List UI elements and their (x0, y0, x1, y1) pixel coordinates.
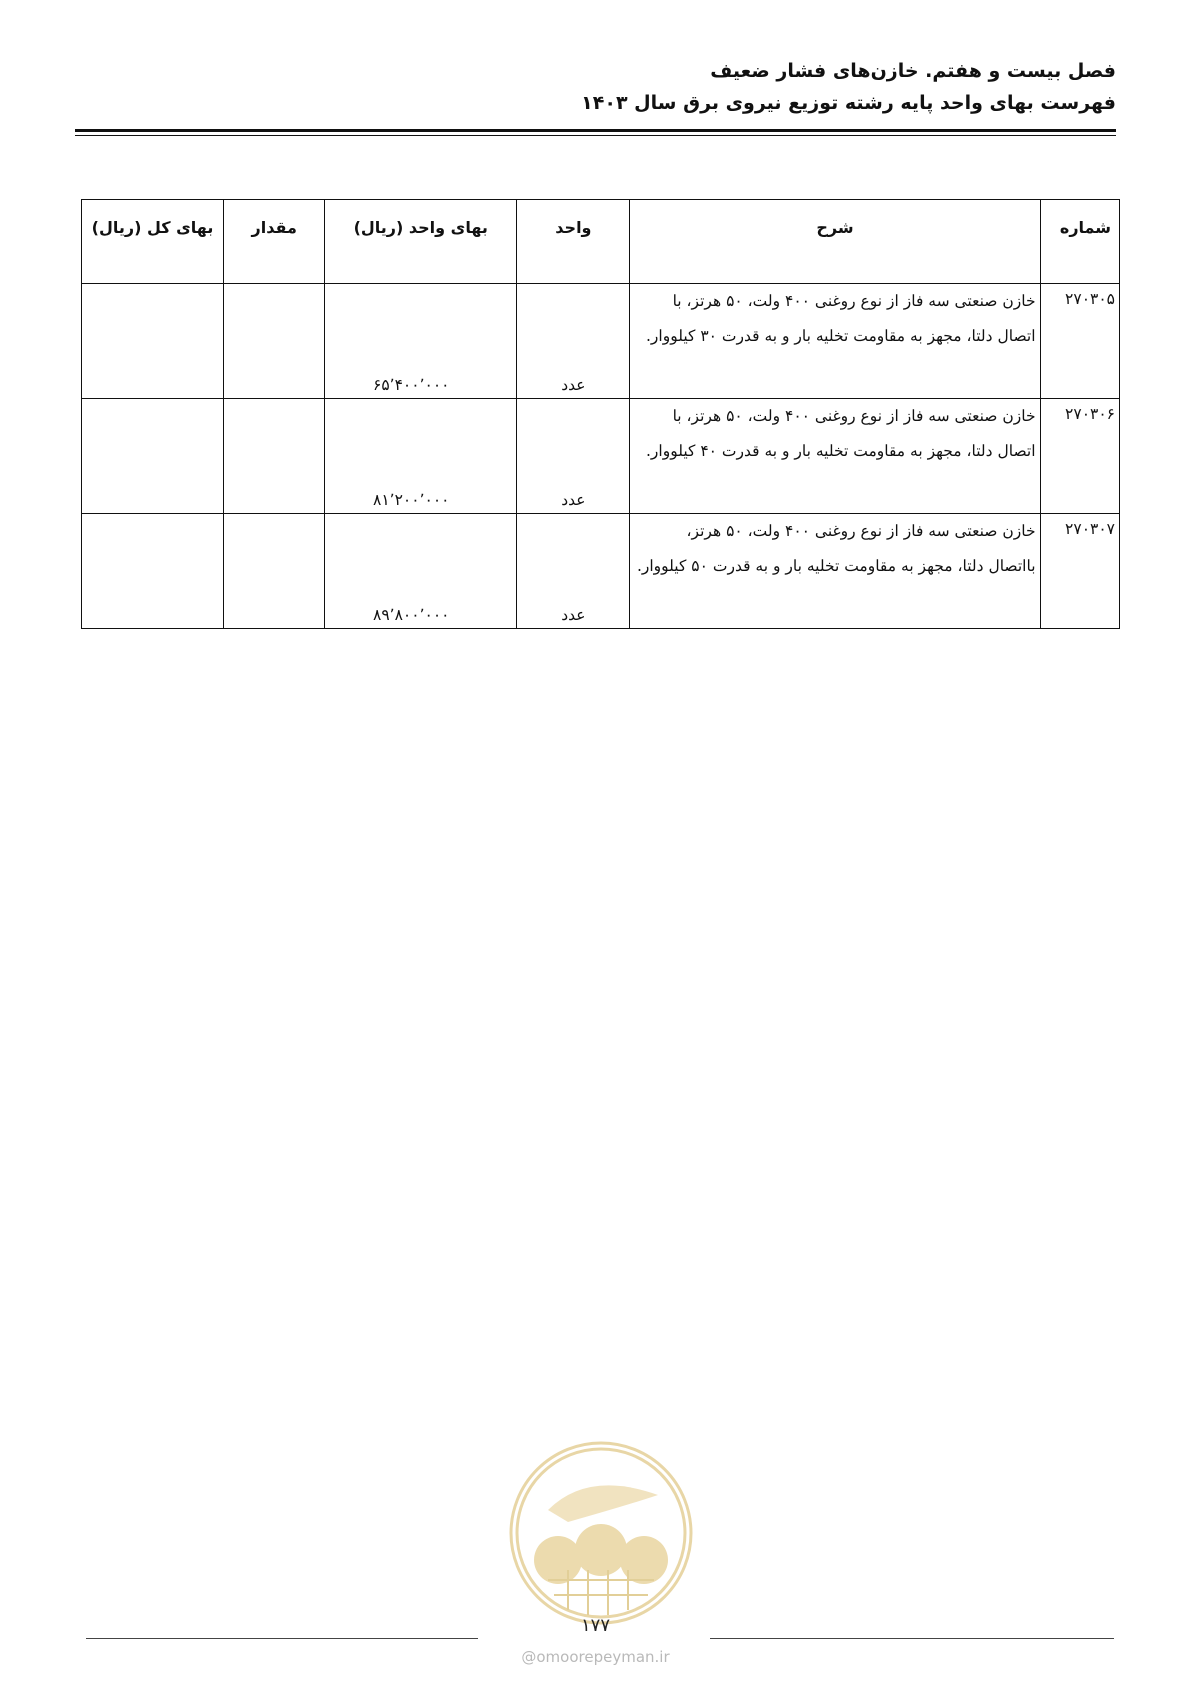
col-header-description: شرح (630, 200, 1040, 284)
footer-rule-right (710, 1638, 1114, 1639)
row-quantity (224, 514, 325, 629)
row-unit-price: ۸۹٬۸۰۰٬۰۰۰ (325, 514, 517, 629)
col-header-unit: واحد (517, 200, 630, 284)
chapter-title: فصل بیست و هفتم. خازن‌های فشار ضعیف (710, 60, 1116, 82)
watermark-logo (508, 1440, 694, 1626)
col-header-unit-price: بهای واحد (ریال) (325, 200, 517, 284)
col-header-quantity: مقدار (224, 200, 325, 284)
row-unit-price: ۸۱٬۲۰۰٬۰۰۰ (325, 399, 517, 514)
row-total-price (82, 514, 224, 629)
page-header (75, 58, 1116, 116)
table-row (82, 514, 1120, 629)
col-header-number: شماره (1040, 200, 1119, 284)
page-number: ۱۷۷ (580, 1615, 610, 1636)
price-table (81, 199, 1120, 629)
row-unit: عدد (517, 514, 630, 629)
row-unit: عدد (517, 399, 630, 514)
header-rule-thin (75, 135, 1116, 136)
row-quantity (224, 284, 325, 399)
document-title: فهرست بهای واحد پایه رشته توزیع نیروی برق سال ۱۴۰۳ (581, 92, 1116, 114)
row-number: ۲۷۰۳۰۵ (1040, 284, 1119, 399)
row-number: ۲۷۰۳۰۶ (1040, 399, 1119, 514)
row-description: خازن صنعتی سه فاز از نوع روغنی ۴۰۰ ولت، ۵۰ هرتز، بااتصال دلتا، مجهز به مقاومت تخلیه بار و به قدرت ۵۰ کیلووار. (630, 514, 1040, 629)
table-header-row (82, 200, 1120, 284)
row-total-price (82, 284, 224, 399)
footer-site-handle: @omoorepeyman.ir (521, 1648, 670, 1666)
row-unit: عدد (517, 284, 630, 399)
row-description: خازن صنعتی سه فاز از نوع روغنی ۴۰۰ ولت، ۵۰ هرتز، با اتصال دلتا، مجهز به مقاومت تخلیه بار و به قدرت ۴۰ کیلووار. (630, 399, 1040, 514)
row-description: خازن صنعتی سه فاز از نوع روغنی ۴۰۰ ولت، ۵۰ هرتز، با اتصال دلتا، مجهز به مقاومت تخلیه بار و به قدرت ۳۰ کیلووار. (630, 284, 1040, 399)
table-row (82, 399, 1120, 514)
row-total-price (82, 399, 224, 514)
row-unit-price: ۶۵٬۴۰۰٬۰۰۰ (325, 284, 517, 399)
table-row (82, 284, 1120, 399)
header-rule-thick (75, 129, 1116, 132)
watermark-seal-icon (508, 1440, 694, 1626)
footer-rule-left (86, 1638, 478, 1639)
col-header-total-price: بهای کل (ریال) (82, 200, 224, 284)
row-quantity (224, 399, 325, 514)
row-number: ۲۷۰۳۰۷ (1040, 514, 1119, 629)
